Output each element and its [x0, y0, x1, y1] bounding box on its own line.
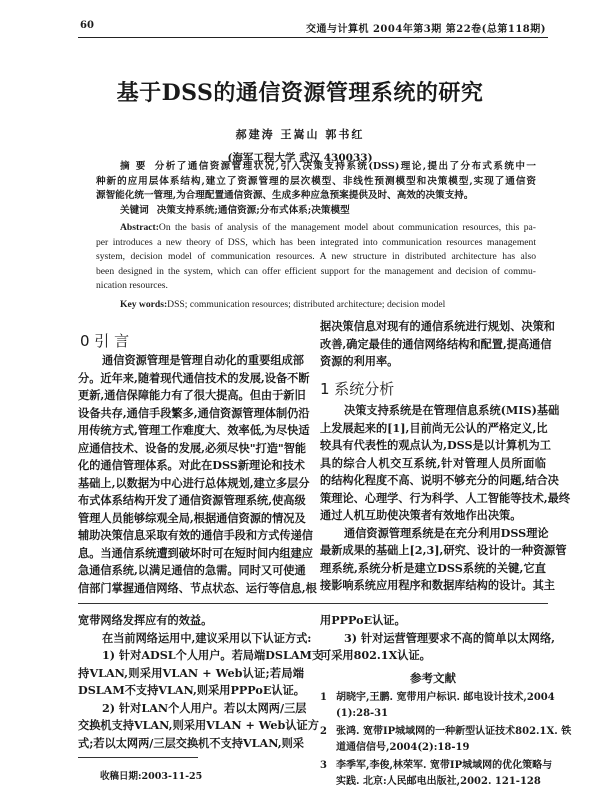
- text-line: 用传统方式,管理工作难度大、效率低,为尽快适: [78, 423, 310, 437]
- text-line: 上发展起来的[1],目前尚无公认的严格定义,比: [320, 420, 548, 435]
- abstract-en-line: nication resources.: [96, 280, 168, 291]
- paper-title: 基于DSS的通信资源管理系统的研究: [116, 80, 484, 106]
- text-line: 接影响系统应用程序和数据库结构的设计。其主: [320, 578, 555, 592]
- authors: 郝建涛 王嵩山 郭书红: [235, 128, 365, 141]
- received-date: 收稿日期:2003-11-25: [100, 771, 203, 782]
- section-0-heading: 0 引 言: [80, 332, 130, 350]
- text-line: 设备共存,通信手段繁多,通信资源管理体制仍沿: [78, 405, 310, 420]
- text-line: 管理人员能够综观全局,根据通信资源的情况及: [78, 510, 306, 525]
- text-line: 资源的利用率。: [320, 354, 399, 368]
- text-line: 策理论、心理学、行为科学、人工智能等技术,最终: [320, 490, 571, 505]
- text-line: 基础上,以数据为中心进行总体规划,建立多层分: [78, 475, 310, 490]
- section-0-body: [78, 352, 317, 597]
- text-line: 通信资源管理系统是在充分利用DSS理论: [344, 525, 549, 540]
- keywords-cn-label: 关键词: [120, 204, 149, 216]
- text-line: 分。近年来,随着现代通信技术的发展,设备不断: [78, 370, 310, 385]
- right-top-body: [320, 318, 555, 371]
- text-line: 据决策信息对现有的通信系统进行规划、决策和: [320, 319, 555, 333]
- section-1-body: [320, 402, 571, 595]
- text-line: 通过人机互助使决策者有效地作出决策。: [320, 508, 522, 522]
- keywords-cn: [96, 204, 536, 219]
- text-line: 改善,确定最佳的通信网络结构和配置,提高通信: [320, 336, 552, 351]
- section-1-heading: 1 系统分析: [320, 380, 395, 398]
- text-line: 可采用802.1X认证。: [320, 648, 431, 662]
- reference-line: 胡晓宇,王鹏. 宽带用户标识. 邮电设计技术,2004: [336, 692, 555, 703]
- affiliation: (海军工程大学 武汉 430033): [227, 152, 373, 164]
- text-line: 布式体系结构开发了通信资源管理系统,使高级: [78, 493, 306, 507]
- reference-line: (1):28-31: [336, 708, 389, 719]
- bottom-left-body: [78, 612, 324, 752]
- abstract-en-line: [96, 221, 536, 236]
- abstract-en-text: On the basis of analysis of the management model about communication resources, this pa-: [158, 222, 536, 233]
- abstract-cn-line: 种新的应用层体系结构,建立了资源管理的层次模型、非线性预测模型和决策模型,实现了通信资: [96, 175, 536, 187]
- references-title: 参考文献: [410, 671, 456, 685]
- reference-number: 2: [320, 726, 327, 737]
- abstract-cn-label: 摘 要: [120, 161, 147, 172]
- text-line: 息。当通信系统遭到破坏时可在短时间内组建应: [78, 545, 313, 560]
- keywords-en-label: Key words:: [120, 298, 168, 310]
- column-break-rule: [78, 603, 548, 604]
- text-line: 信部门掌握通信网络、节点状态、运行等信息,根: [78, 580, 317, 595]
- text-line: 化的通信管理体系。对此在DSS新理论和技术: [78, 458, 305, 472]
- text-line: DSLAM不支持VLAN,则采用PPPoE认证。: [78, 683, 305, 697]
- text-line: 理系统,系统分析是建立DSS系统的关键,它直: [320, 560, 546, 575]
- text-line: 应通信技术、设备的发展,必须尽快"打造"智能: [78, 440, 307, 455]
- text-line: 决策支持系统是在管理信息系统(MIS)基础: [344, 403, 560, 417]
- reference-line: 张鸿. 宽带IP城域网的一种新型认证技术802.1X. 铁: [336, 726, 572, 737]
- text-line: 在当前网络运用中,建议采用以下认证方式:: [102, 630, 312, 645]
- keywords-cn-text: 决策支持系统;通信资源;分布式体系;决策模型: [156, 204, 350, 216]
- abstract-en-line: system, decision model of communication resources. A new structure in distributed architecture has also: [96, 251, 536, 262]
- text-line: 宽带网络发挥应有的效益。: [78, 613, 213, 627]
- reference-item: [320, 758, 553, 790]
- text-line: 较具有代表性的观点认为,DSS是以计算机为工: [320, 438, 551, 452]
- reference-line: 实践. 北京:人民邮电出版社,2002. 121-128: [336, 776, 541, 787]
- text-line: 辅助决策信息采取有效的通信手段和方式传递信: [78, 528, 313, 542]
- abstract-cn-line: [96, 160, 536, 175]
- keywords-en: [96, 298, 536, 313]
- text-line: 2) 针对LAN个人用户。若以太网两/三层: [102, 700, 307, 715]
- text-line: 交换机支持VLAN,则采用VLAN + Web认证方: [78, 718, 319, 732]
- reference-line: 道通信信号,2004(2):18-19: [336, 742, 470, 753]
- text-line: 式;若以太网两/三层交换机不支持VLAN,则采: [78, 735, 304, 750]
- text-line: 急通信系统,以满足通信的急需。同时又可使通: [78, 563, 306, 577]
- references-list: [320, 690, 572, 792]
- bottom-right-body: [320, 612, 556, 665]
- text-line: 3) 针对运营管理要求不高的简单以太网络,: [344, 630, 556, 645]
- text-line: 1) 针对ADSL个人用户。若局端DSLAM支: [102, 648, 324, 662]
- abstract-en-line: per introduces a new theory of DSS, which has been integrated into communication resources management: [96, 236, 536, 248]
- abstract-cn-text: 分析了通信资源管理状况,引入决策支持系统(DSS)理论,提出了分布式系统中一: [154, 161, 536, 172]
- reference-number: 1: [320, 692, 327, 703]
- text-line: 具的综合人机交互系统,针对管理人员所面临: [320, 455, 546, 470]
- abstract-en-label: Abstract:: [120, 222, 159, 233]
- reference-number: 3: [320, 760, 327, 771]
- text-line: 持VLAN,则采用VLAN + Web认证;若局端: [78, 665, 304, 680]
- abstract-cn-line: 源智能化统一管理,为合理配置通信资源、生成多种应急预案提供及时、高效的决策支持。: [96, 190, 474, 201]
- journal-header: 交通与计算机 2004年第3期 第22卷(总第118期): [305, 24, 546, 35]
- footnote-rule: [78, 757, 198, 758]
- page-number: 60: [80, 20, 94, 31]
- abstract-en-line: been designed in the system, which can offer efficient support for the management and decision of commu-: [96, 265, 536, 277]
- reference-item: [320, 690, 555, 722]
- keywords-en-text: DSS; communication resources; distributed architecture; decision model: [167, 298, 446, 310]
- reference-item: [320, 724, 572, 756]
- reference-line: 李季军,李俊,林荣军. 宽带IP城域网的优化策略与: [336, 760, 553, 771]
- text-line: 用PPPoE认证。: [320, 613, 406, 627]
- text-line: 最新成果的基础上[2,3],研究、设计的一种资源管: [320, 543, 567, 557]
- text-line: 的结构化程度不高、说明不够充分的问题,结合决: [320, 473, 559, 487]
- header-rule: [78, 37, 548, 38]
- abstract-block: [96, 160, 536, 312]
- text-line: 更新,通信保障能力有了很大提高。但由于新旧: [78, 388, 306, 402]
- text-line: 通信资源管理是管理自动化的重要组成部: [102, 353, 304, 367]
